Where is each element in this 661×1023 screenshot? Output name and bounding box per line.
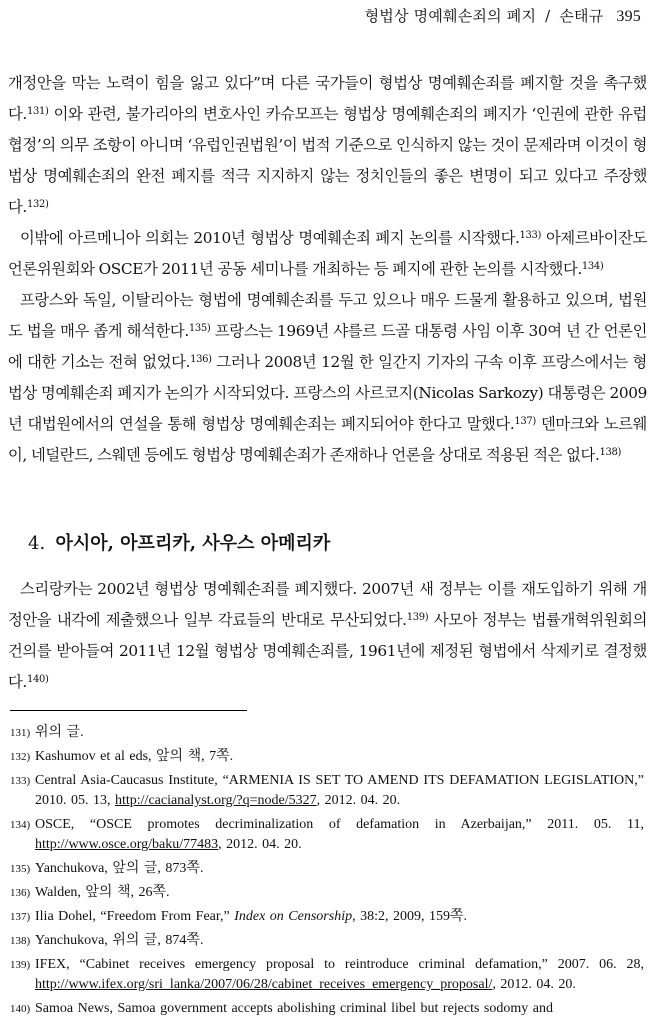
body-paragraph [8, 68, 647, 223]
citation-link[interactable]: http://www.osce.org/baku/77483 [35, 837, 219, 852]
text-run: 스리랑카는 2002년 형법상 명예훼손죄를 폐지했다. 2007년 새 정부는 이를 재도입하기 위해 개정안을 내각에 제출했으나 일부 각료들의 반대로 무산되었다. [8, 580, 647, 629]
footnote-number: 138) [10, 935, 31, 947]
footnote-ref[interactable]: 135) [188, 323, 211, 334]
footnote [10, 859, 644, 879]
text-run: Walden, 앞의 책, 26쪽. [35, 885, 170, 900]
footnote-ref[interactable]: 133) [519, 230, 542, 241]
text-run: IFEX, “Cabinet receives emergency proposal to reintroduce criminal defamation,” 2007. 06. 28, [35, 957, 644, 972]
running-header [365, 5, 641, 26]
text-run: 38:2, 2009, 159쪽. [355, 909, 468, 924]
running-title: 형법상 명예훼손죄의 폐지 [364, 7, 537, 25]
text-run: 프랑스와 독일, 이탈리아는 형법에 명예훼손죄를 두고 있으나 매우 드물게 활용하고 있으며, 법원도 법을 매우 좁게 해석한다. [8, 291, 647, 340]
text-run: Yanchukova, 앞의 글, 873쪽. [35, 861, 204, 876]
header-separator: / [545, 7, 551, 25]
text-run: 개정안을 막는 노력이 힘을 잃고 있다”며 다른 국가들이 형법상 명예훼손죄를 폐지할 것을 촉구했다. [8, 74, 647, 123]
footnote-number: 133) [10, 775, 31, 787]
author-name: 손태규 [559, 7, 604, 25]
section-body-text [8, 574, 647, 698]
footnote-number: 135) [10, 863, 31, 875]
text-run: 프랑스는 1969년 샤를르 드골 대통령 사임 이후 30여 년 간 언론인에 대한 기소는 전혀 없었다. [8, 322, 648, 371]
footnote-ref[interactable]: 140) [26, 674, 49, 685]
footnote [10, 907, 644, 927]
body-paragraph [8, 285, 647, 471]
footnote [10, 747, 644, 767]
footnote [10, 883, 644, 903]
text-run: 이와 관련, 불가리아의 변호사인 카슈모프는 형법상 명예훼손죄의 폐지가 ‘인권에 관한 유럽협정’의 의무 조항이 아니며 ‘유럽인권법원’이 법적 기준으로 인식하지 않는 것이 문제라며 이것이 형법상 명예훼손죄의 완전 폐지를 적극 지지하지 않는 정치인들의 좋은 변명이 되고 있다고 주장했다. [8, 105, 647, 216]
footnote-ref[interactable]: 138) [599, 447, 622, 458]
footnote-number: 134) [10, 819, 31, 831]
footnote [10, 955, 644, 995]
citation-link[interactable]: http://cacianalyst.org/?q=node/5327 [115, 793, 317, 808]
body-paragraph [8, 574, 647, 698]
text-run: Kashumov et al eds, 앞의 책, 7쪽. [35, 749, 234, 764]
text-run: 그러나 2008년 12월 한 일간지 기자의 구속 이후 프랑스에서는 형법상 명예훼손죄 폐지가 논의가 시작되었다. 프랑스의 사르코지(Nicolas Sarkozy) 대통령은 2009년 대법원에서의 연설을 통해 형법상 명예훼손죄는 폐지되어야 한다고 말했다. [8, 353, 647, 433]
footnote-number: 140) [10, 1003, 31, 1015]
footnote-divider [10, 710, 247, 711]
text-run: Ilia Dohel, “Freedom From Fear,” [35, 909, 235, 924]
text-run: , 2012. 04. 20. [316, 793, 401, 808]
section-number: 4. [28, 533, 46, 554]
text-run: Yanchukova, 위의 글, 874쪽. [35, 933, 204, 948]
footnote-number: 139) [10, 959, 31, 971]
footnote-ref[interactable]: 136) [190, 354, 212, 365]
text-run: OSCE, “OSCE promotes decriminalization of defamation in Azerbaijan,” 2011. 05. 11, [35, 817, 644, 832]
footnote-ref[interactable]: 134) [581, 261, 604, 272]
body-paragraph [8, 223, 647, 285]
text-run: Central Asia-Caucasus Institute, “ARMENIA IS SET TO AMEND ITS DEFAMATION LEGISLATION,” 2010. 05. 13, [35, 773, 644, 808]
text-run: 사모아 정부는 법률개혁위원회의 건의를 받아들여 2011년 12월 형법상 명예훼손죄를, 1961년에 제정된 형법에서 삭제키로 결정했다. [8, 611, 648, 691]
text-run: 아제르바이잔도 언론위원회와 OSCE가 2011년 공동 세미나를 개최하는 등 폐지에 관한 논의를 시작했다. [8, 229, 647, 278]
text-run: , 2012. 04. 20. [218, 837, 302, 852]
footnote [10, 931, 644, 951]
citation-link[interactable]: http://www.ifex.org/sri_lanka/2007/06/28/cabinet_receives_emergency_proposal/ [35, 977, 493, 992]
footnote-ref[interactable]: 137) [514, 416, 536, 427]
text-run: 이밖에 아르메니아 의회는 2010년 형법상 명예훼손죄 폐지 논의를 시작했다. [20, 229, 520, 247]
footnote-number: 136) [10, 887, 31, 899]
footnote-number: 132) [10, 751, 31, 763]
footnote-ref[interactable]: 132) [26, 199, 49, 210]
text-run: 덴마크와 노르웨이, 네덜란드, 스웨덴 등에도 형법상 명예훼손죄가 존재하나 언론을 상대로 적용된 적은 없다. [8, 415, 647, 464]
footnote-number: 131) [10, 727, 31, 739]
section-title: 아시아, 아프리카, 사우스 아메리카 [55, 533, 331, 554]
footnote [10, 999, 644, 1019]
text-run: Samoa News, Samoa government accepts abolishing criminal libel but rejects sodomy and [35, 1001, 553, 1016]
footnote [10, 815, 644, 855]
footnote-ref[interactable]: 131) [26, 106, 49, 117]
text-run: 위의 글. [35, 725, 84, 740]
page-number: 395 [616, 8, 641, 25]
text-run: , 2012. 04. 20. [492, 977, 576, 992]
body-text [8, 68, 647, 471]
footnote-ref[interactable]: 139) [406, 612, 429, 623]
italic-title: Index on Censorship, [234, 909, 356, 924]
footnote-list [10, 723, 644, 1023]
section-heading [28, 529, 330, 555]
footnote-number: 137) [10, 911, 31, 923]
footnote [10, 771, 644, 811]
footnote [10, 723, 644, 743]
